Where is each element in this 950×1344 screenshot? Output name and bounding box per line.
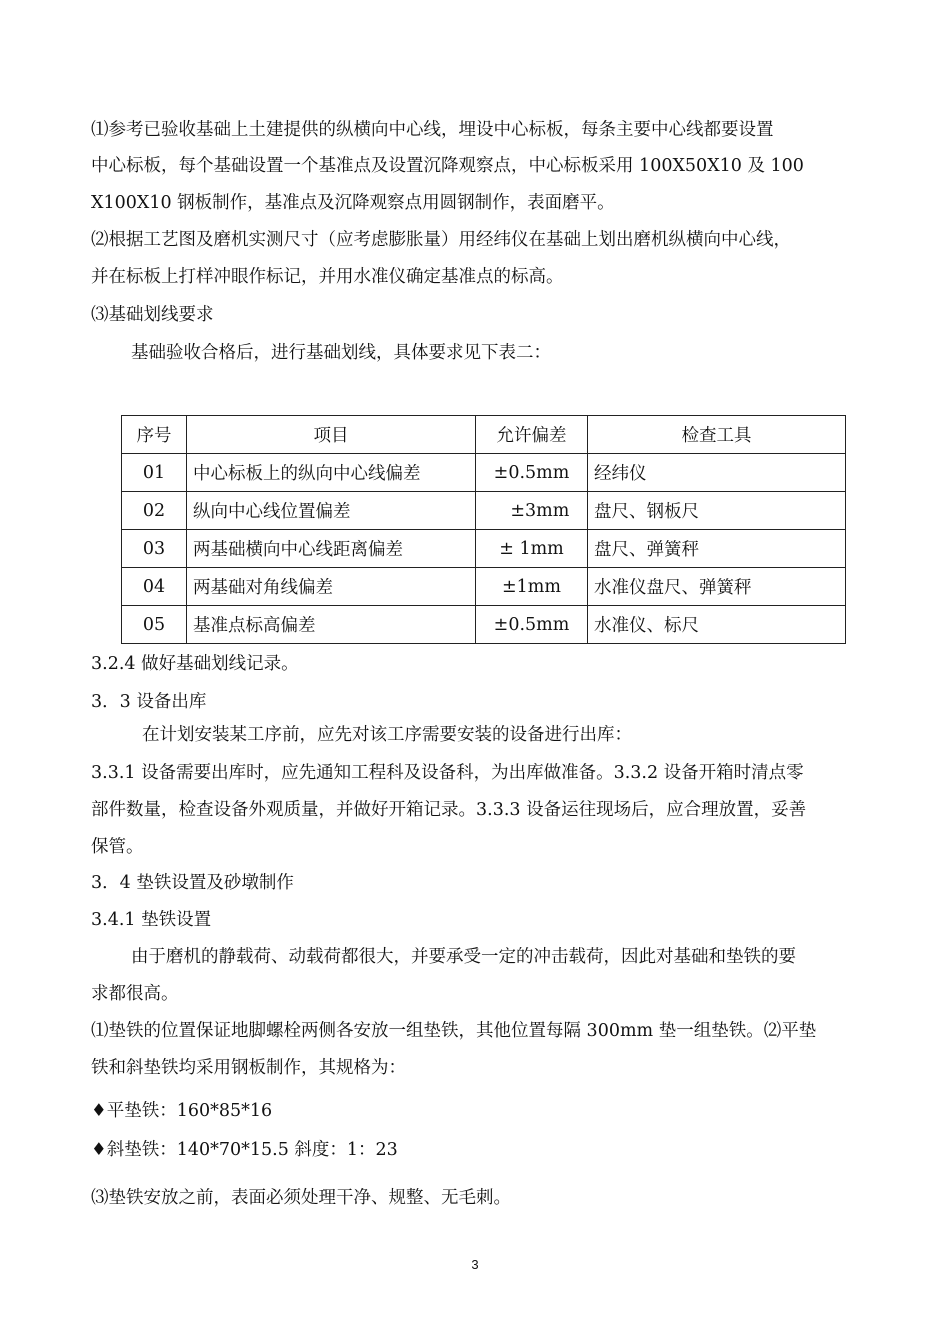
table-cell: 05 bbox=[122, 606, 187, 644]
section-3-2-4: 3.2.4 做好基础划线记录。 bbox=[91, 654, 299, 674]
table-row bbox=[122, 492, 846, 530]
table-cell: 两基础横向中心线距离偏差 bbox=[187, 530, 476, 568]
table-cell: 纵向中心线位置偏差 bbox=[187, 492, 476, 530]
paragraph-1-line-1: ⑴参考已验收基础上土建提供的纵横向中心线，埋设中心标板，每条主要中心线都要设置 bbox=[91, 120, 774, 140]
baseline-requirements-table bbox=[121, 415, 846, 644]
flat-shim-spec: ♦平垫铁：160*85*16 bbox=[91, 1101, 273, 1121]
table-cell: 盘尺、弹簧秤 bbox=[588, 530, 846, 568]
shim-item-1-line-2: 铁和斜垫铁均采用钢板制作，其规格为： bbox=[91, 1058, 406, 1078]
table-row bbox=[122, 568, 846, 606]
table-header-cell: 项目 bbox=[187, 416, 476, 454]
table-cell: 基准点标高偏差 bbox=[187, 606, 476, 644]
paragraph-3-heading: ⑶基础划线要求 bbox=[91, 305, 214, 325]
table-cell: ±3mm bbox=[476, 492, 588, 530]
section-3-3-line-2: 部件数量，检查设备外观质量，并做好开箱记录。3.3.3 设备运往现场后，应合理放置，妥善 bbox=[91, 800, 807, 820]
table-header-cell: 检查工具 bbox=[588, 416, 846, 454]
section-3-4-1-para-line-2: 求都很高。 bbox=[91, 984, 179, 1004]
shim-item-3: ⑶垫铁安放之前，表面必须处理干净、规整、无毛刺。 bbox=[91, 1188, 511, 1208]
slope-shim-spec: ♦斜垫铁：140*70*15.5 斜度：1：23 bbox=[91, 1140, 398, 1160]
page-number: 3 bbox=[471, 1257, 479, 1272]
table-header-row bbox=[122, 416, 846, 454]
table-header-cell: 序号 bbox=[122, 416, 187, 454]
table-cell: 水准仪、标尺 bbox=[588, 606, 846, 644]
table-header-cell: 允许偏差 bbox=[476, 416, 588, 454]
section-3-3-heading: 3．3 设备出库 bbox=[91, 692, 207, 712]
table-cell: ±0.5mm bbox=[476, 606, 588, 644]
table-cell: 03 bbox=[122, 530, 187, 568]
table-cell: 02 bbox=[122, 492, 187, 530]
table-cell: 01 bbox=[122, 454, 187, 492]
paragraph-1-line-2: 中心标板，每个基础设置一个基准点及设置沉降观察点，中心标板采用 100X50X10 及 100 bbox=[91, 156, 804, 176]
table-cell: 盘尺、钢板尺 bbox=[588, 492, 846, 530]
section-3-4-1-heading: 3.4.1 垫铁设置 bbox=[91, 910, 212, 930]
section-3-3-line-3: 保管。 bbox=[91, 837, 144, 857]
table-cell: 两基础对角线偏差 bbox=[187, 568, 476, 606]
paragraph-2-line-2: 并在标板上打样冲眼作标记，并用水准仪确定基准点的标高。 bbox=[91, 267, 564, 287]
table-row bbox=[122, 606, 846, 644]
section-3-3-line-1: 3.3.1 设备需要出库时，应先通知工程科及设备科，为出库做准备。3.3.2 设备开箱时清点零 bbox=[91, 763, 804, 783]
section-3-4-heading: 3．4 垫铁设置及砂墩制作 bbox=[91, 873, 294, 893]
table-cell: ±1mm bbox=[476, 568, 588, 606]
paragraph-2-line-1: ⑵根据工艺图及磨机实测尺寸（应考虑膨胀量）用经纬仪在基础上划出磨机纵横向中心线， bbox=[91, 230, 791, 250]
paragraph-1-line-3: X100X10 钢板制作，基准点及沉降观察点用圆钢制作，表面磨平。 bbox=[91, 193, 615, 213]
section-3-3-intro: 在计划安装某工序前，应先对该工序需要安装的设备进行出库： bbox=[142, 725, 632, 745]
table-cell: ± 1mm bbox=[476, 530, 588, 568]
table-row bbox=[122, 454, 846, 492]
table-cell: 中心标板上的纵向中心线偏差 bbox=[187, 454, 476, 492]
section-3-4-1-para-line-1: 由于磨机的静载荷、动载荷都很大，并要承受一定的冲击载荷，因此对基础和垫铁的要 bbox=[131, 947, 796, 967]
table-cell: ±0.5mm bbox=[476, 454, 588, 492]
paragraph-4: 基础验收合格后，进行基础划线，具体要求见下表二： bbox=[131, 343, 551, 363]
table-cell: 经纬仪 bbox=[588, 454, 846, 492]
shim-item-1-line-1: ⑴垫铁的位置保证地脚螺栓两侧各安放一组垫铁，其他位置每隔 300mm 垫一组垫铁。⑵平垫 bbox=[91, 1021, 817, 1041]
table-row bbox=[122, 530, 846, 568]
table-cell: 04 bbox=[122, 568, 187, 606]
table-cell: 水准仪盘尺、弹簧秤 bbox=[588, 568, 846, 606]
